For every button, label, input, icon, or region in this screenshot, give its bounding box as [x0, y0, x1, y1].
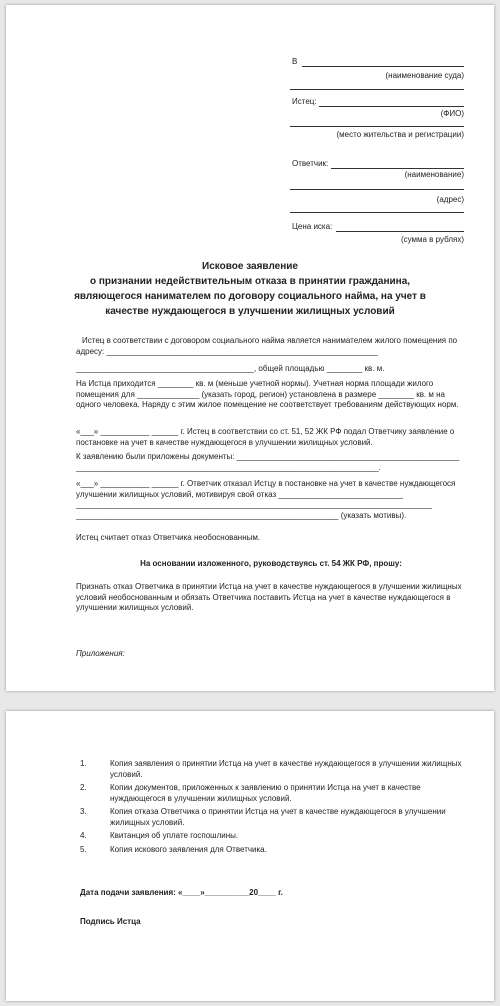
residence-line [290, 126, 464, 127]
claim-price-label: Цена иска: [292, 222, 333, 231]
attachments-list [80, 759, 476, 858]
list-item: 4. Квитанция об уплате госпошлины. [80, 831, 239, 840]
document-title [46, 259, 454, 319]
body-paragraph-7: Истец считает отказ Ответчика необоснованным. [76, 533, 261, 542]
plaintiff-line [319, 106, 464, 107]
title-line-4: качестве нуждающегося в улучшении жилищных условий [105, 306, 395, 317]
sum-caption: (сумма в рублях) [400, 235, 464, 244]
body-paragraph-2: ________________________________________, общей площадью ________ кв. м. [76, 364, 385, 373]
defendant-label: Ответчик: [292, 159, 329, 168]
document-page-1 [6, 5, 494, 691]
body-paragraph-6: «___» ___________ ______ г. Ответчик отказал Истцу в постановке на учет в качестве нуждающегося улучшении жилищных условий, мотивируя свой отказ ____________________________ ________________________________________________________________________________ ___________________________________________________________ (указать мотивы). [76, 479, 456, 520]
list-item: 3. Копия отказа Ответчика о принятии Истца на учет в качестве нуждающегося в улучшении жилищных условий. [80, 807, 446, 827]
title-line-1: Исковое заявление [202, 261, 298, 272]
body-paragraph-4: «___» ___________ ______ г. Истец в соответствии со ст. 51, 52 ЖК РФ подал Ответчику заявление о постановке на учет в качестве нуждающегося в улучшении жилищных условий. [76, 427, 455, 447]
plaintiff-label: Истец: [292, 97, 317, 106]
address-line-2 [290, 212, 464, 213]
plaintiff-signature-label: Подпись Истца [80, 917, 141, 926]
request-paragraph: Признать отказ Ответчика в принятии Истца на учет в качестве нуждающегося в улучшении жилищных условий необоснованным и обязать Ответчика поставить Истца на учет в качестве нуждающегося в улучшении жилищных условий. [76, 582, 462, 612]
court-line [302, 66, 464, 67]
address-caption: (адрес) [436, 195, 464, 204]
list-item: 2. Копии документов, приложенных к заявлению о принятии Истца на учет в качестве нуждающегося в улучшении жилищных условий. [80, 783, 421, 803]
address-line [290, 189, 464, 190]
court-prefix: В [292, 57, 298, 66]
residence-caption: (место жительства и регистрации) [336, 130, 464, 139]
attachments-heading: Приложения: [76, 649, 125, 658]
name-caption: (наименование) [404, 170, 464, 179]
list-item: 1. Копия заявления о принятии Истца на учет в качестве нуждающегося в улучшении жилищных условий. [80, 759, 462, 779]
claim-price-line [336, 231, 464, 232]
court-line-2 [290, 89, 464, 90]
document-page-2 [6, 711, 494, 1001]
body-paragraph-1: Истец в соответствии с договором социального найма является нанимателем жилого помещения по адресу: _____________________________________________________________ [76, 336, 458, 356]
list-item: 5. Копия искового заявления для Ответчика. [80, 844, 267, 854]
body-paragraph-3: На Истца приходится ________ кв. м (меньше учетной нормы). Учетная норма площади жилого помещения для ______________ (указать город, регион) установлена в размере ________ кв. м на одного человека. Наряду с этим жилое помещение не соответствует требованиям действующих норм. [76, 379, 459, 409]
submission-date-line: Дата подачи заявления: «____»__________20____ г. [80, 888, 283, 897]
basis-statement: На основании изложенного, руководствуясь ст. 54 ЖК РФ, прошу: [140, 559, 402, 568]
title-line-3: являющегося нанимателем по договору социального найма, на учет в [74, 291, 426, 302]
fio-caption: (ФИО) [440, 109, 464, 118]
title-line-2: о признании недействительным отказа в принятии гражданина, [89, 276, 411, 287]
court-caption: (наименование суда) [385, 71, 464, 80]
defendant-line [331, 168, 464, 169]
body-paragraph-5: К заявлению были приложены документы: __________________________________________________ ____________________________________________________________________. [76, 452, 460, 472]
